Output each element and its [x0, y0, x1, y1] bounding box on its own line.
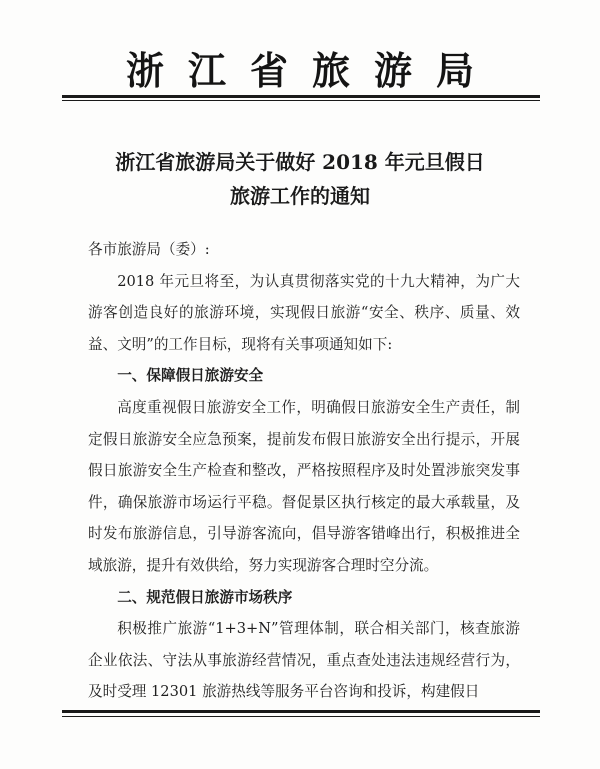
- intro-paragraph: 2018 年元旦将至，为认真贯彻落实党的十九大精神，为广大游客创造良好的旅游环境，实现假日旅游“安全、秩序、质量、效益、文明”的工作目标，现将有关事项通知如下:: [88, 272, 520, 353]
- notice-title-line-1: 浙江省旅游局关于做好 2018 年元旦假日: [115, 150, 485, 174]
- letterhead-rule-thick: [62, 95, 540, 98]
- safety-paragraph: 高度重视假日旅游安全工作，明确假日旅游安全生产责任，制定假日旅游安全应急预案，提前发布假日旅游安全出行提示，开展假日旅游安全生产检查和整改，严格按照程序及时处置涉旅突发事件，确保旅游市场运行平稳。督促景区执行核定的最大承载量，及时发布旅游信息，引导游客流向，倡导游客错峰出行，积极推进全域旅游，提升有效供给，努力实现游客合理时空分流。: [88, 398, 520, 574]
- letterhead-title: 浙江省旅游局: [125, 48, 498, 93]
- letterhead-rule-thin: [62, 100, 540, 101]
- notice-body: [88, 234, 520, 708]
- market-order-paragraph: 积极推广旅游“1+3+N”管理体制，联合相关部门，核查旅游企业依法、守法从事旅游经营情况，重点查处违法违规经营行为，及时受理 12301 旅游热线等服务平台咨询和投诉，构建假日: [88, 620, 520, 701]
- notice-title: [60, 145, 540, 213]
- footer-rule-thick: [62, 710, 540, 713]
- salutation: 各市旅游局（委）:: [88, 241, 210, 258]
- footer-rule-thin: [62, 716, 540, 717]
- section-heading-market-order: 二、规范假日旅游市场秩序: [117, 588, 293, 606]
- notice-title-line-2: 旅游工作的通知: [230, 184, 370, 208]
- section-heading-safety: 一、保障假日旅游安全: [117, 367, 264, 385]
